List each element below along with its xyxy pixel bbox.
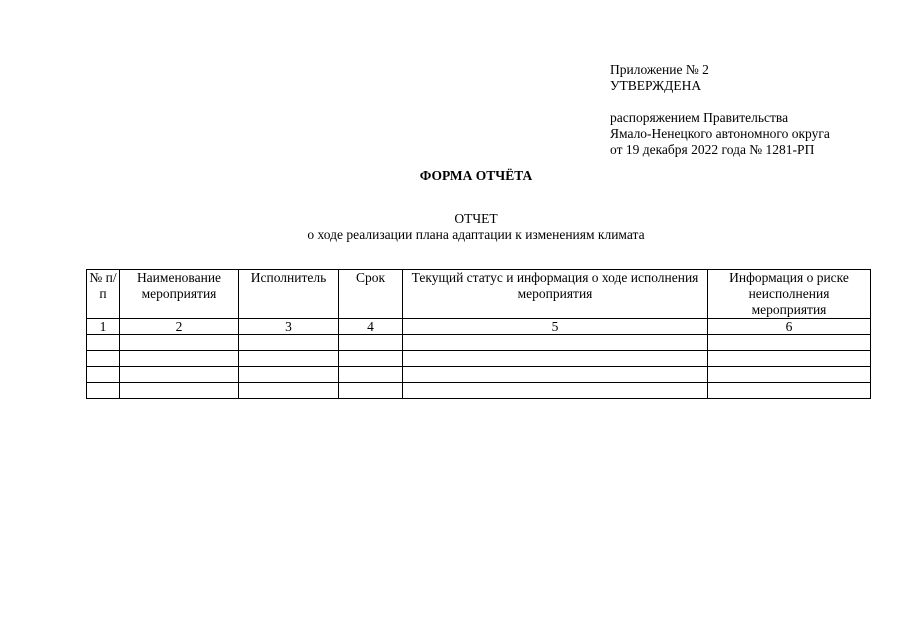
approval-date: от 19 декабря 2022 года № 1281-РП [610,142,815,157]
table-row [87,351,871,367]
column-number: 1 [87,319,120,335]
column-number: 2 [120,319,239,335]
table-cell [239,383,339,399]
table-cell [339,351,403,367]
table-cell [339,383,403,399]
report-subtitle: о ходе реализации плана адаптации к изменениям климата [307,227,645,242]
table-cell [87,351,120,367]
table-cell [87,335,120,351]
column-header-number: № п/п [87,270,120,319]
table-cell [239,367,339,383]
column-header-deadline: Срок [339,270,403,319]
column-number-row [87,319,871,335]
table-cell [339,335,403,351]
table-header-row [87,270,871,319]
table-cell [339,367,403,383]
table-cell [120,335,239,351]
column-number: 5 [403,319,708,335]
approved-label: УТВЕРЖДЕНА [610,78,702,93]
table-cell [403,367,708,383]
table-cell [120,367,239,383]
table-cell [708,351,871,367]
table-cell [708,383,871,399]
column-header-risk: Информация о риске неисполнения мероприятия [708,270,871,319]
table-cell [87,383,120,399]
table-row [87,383,871,399]
table-cell [239,351,339,367]
column-header-status: Текущий статус и информация о ходе исполнения мероприятия [403,270,708,319]
report-title: ОТЧЕТ [454,211,498,226]
table-cell [239,335,339,351]
table-cell [403,351,708,367]
report-heading [0,211,905,243]
table-cell [708,335,871,351]
table-row [87,335,871,351]
table-cell [403,383,708,399]
approval-region: Ямало-Ненецкого автономного округа [610,126,830,141]
column-header-activity-name: Наименование мероприятия [120,270,239,319]
table-row [87,367,871,383]
column-number: 4 [339,319,403,335]
column-number: 6 [708,319,871,335]
table-cell [708,367,871,383]
table-cell [120,351,239,367]
table-cell [120,383,239,399]
column-header-executor: Исполнитель [239,270,339,319]
report-table [86,269,871,399]
approval-block [610,62,830,158]
approval-authority: распоряжением Правительства [610,110,789,125]
form-title: ФОРМА ОТЧЁТА [419,168,533,183]
table-cell [403,335,708,351]
column-number: 3 [239,319,339,335]
spacer [610,94,830,110]
table-cell [87,367,120,383]
appendix-number: Приложение № 2 [610,62,709,77]
